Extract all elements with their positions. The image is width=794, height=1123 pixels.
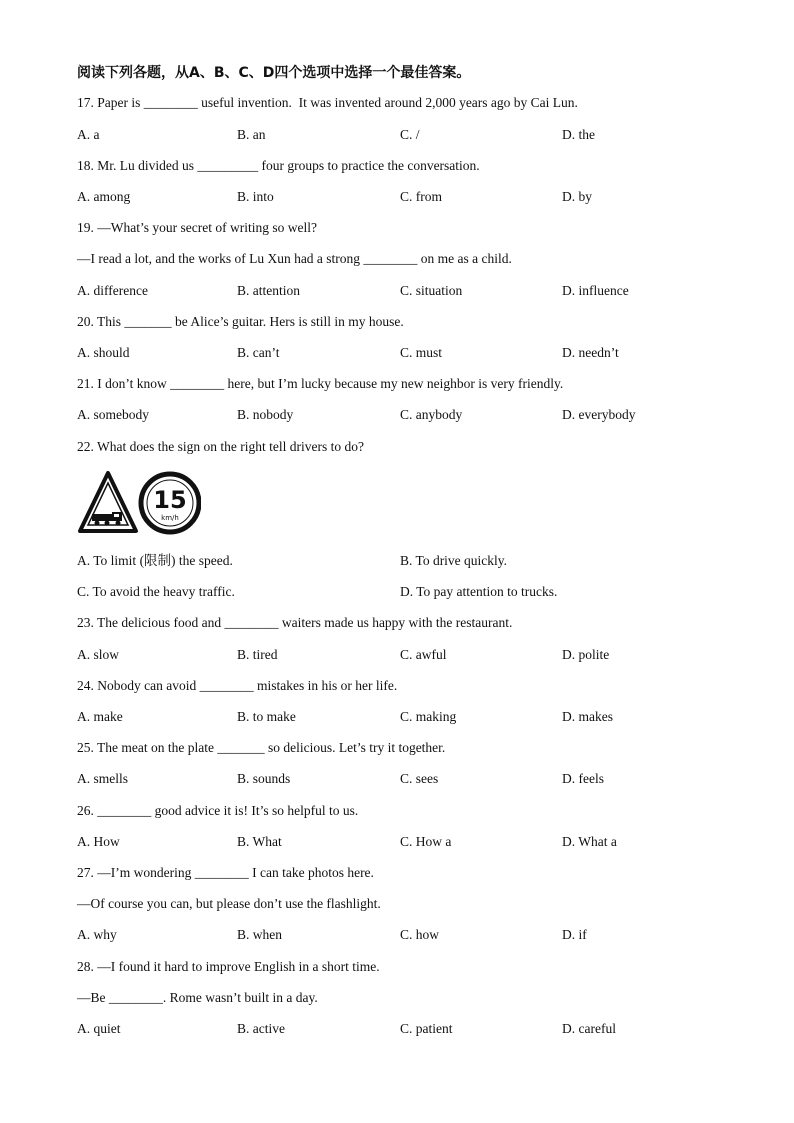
q23-option-c: C. awful — [400, 647, 447, 662]
q17-option-c: C. / — [400, 127, 420, 142]
q21-option-a: A. somebody — [77, 407, 149, 422]
q23-option-d: D. polite — [562, 647, 610, 662]
speed-limit-icon — [141, 474, 199, 532]
q25-option-b: B. sounds — [237, 771, 291, 786]
question-27-stem: 27. —I’m wondering ________ I can take photos here. — [77, 865, 374, 880]
q23-option-b: B. tired — [237, 647, 278, 662]
q18-option-a: A. among — [77, 189, 131, 204]
q27-option-c: C. how — [400, 927, 440, 942]
q26-option-c: C. How a — [400, 834, 452, 849]
q26-option-a: A. How — [77, 834, 120, 849]
question-19-stem-reply: —I read a lot, and the works of Lu Xun had a strong ________ on me as a child. — [77, 251, 512, 266]
q27-option-d: D. if — [562, 927, 587, 942]
q27-option-a: A. why — [77, 927, 117, 942]
question-17-stem: 17. Paper is ________ useful invention. It was invented around 2,000 years ago by Cai Lun. — [77, 95, 578, 110]
q19-option-b: B. attention — [237, 283, 300, 298]
speed-limit-unit: km/h — [161, 514, 179, 522]
question-22-stem: 22. What does the sign on the right tell drivers to do? — [77, 439, 364, 454]
question-25-stem: 25. The meat on the plate _______ so delicious. Let’s try it together. — [77, 740, 446, 755]
q21-option-b: B. nobody — [237, 407, 294, 422]
q24-option-a: A. make — [77, 709, 123, 724]
q17-option-d: D. the — [562, 127, 595, 142]
q19-option-d: D. influence — [562, 283, 629, 298]
q25-option-a: A. smells — [77, 771, 129, 786]
speed-limit-number: 15 — [153, 486, 187, 514]
q22-option-a: A. To limit (限制) the speed. — [77, 553, 233, 568]
q18-option-c: C. from — [400, 189, 442, 204]
q28-option-a: A. quiet — [77, 1021, 121, 1036]
q25-option-d: D. feels — [562, 771, 604, 786]
q20-option-d: D. needn’t — [562, 345, 619, 360]
q28-option-d: D. careful — [562, 1021, 616, 1036]
q18-option-b: B. into — [237, 189, 274, 204]
q24-option-c: C. making — [400, 709, 457, 724]
question-21-stem: 21. I don’t know ________ here, but I’m lucky because my new neighbor is very friendly. — [77, 376, 564, 391]
q22-option-d: D. To pay attention to trucks. — [400, 584, 558, 599]
q20-option-a: A. should — [77, 345, 130, 360]
q21-option-c: C. anybody — [400, 407, 463, 422]
q22-option-c: C. To avoid the heavy traffic. — [77, 584, 235, 599]
q27-option-b: B. when — [237, 927, 282, 942]
q28-option-c: C. patient — [400, 1021, 453, 1036]
q21-option-d: D. everybody — [562, 407, 636, 422]
question-27-stem-reply: —Of course you can, but please don’t use the flashlight. — [77, 896, 381, 911]
question-20-stem: 20. This _______ be Alice’s guitar. Hers is still in my house. — [77, 314, 404, 329]
road-sign-image — [77, 469, 201, 537]
q20-option-c: C. must — [400, 345, 443, 360]
q18-option-d: D. by — [562, 189, 592, 204]
q26-option-b: B. What — [237, 834, 282, 849]
question-26-stem: 26. ________ good advice it is! It’s so helpful to us. — [77, 803, 359, 818]
truck-warning-triangle-icon — [80, 473, 136, 531]
question-23-stem: 23. The delicious food and ________ waiters made us happy with the restaurant. — [77, 615, 513, 630]
q28-option-b: B. active — [237, 1021, 285, 1036]
question-19-stem: 19. —What’s your secret of writing so well? — [77, 220, 317, 235]
q24-option-b: B. to make — [237, 709, 296, 724]
q24-option-d: D. makes — [562, 709, 613, 724]
q25-option-c: C. sees — [400, 771, 439, 786]
q20-option-b: B. can’t — [237, 345, 280, 360]
question-28-stem-reply: —Be ________. Rome wasn’t built in a day. — [77, 990, 318, 1005]
q17-option-b: B. an — [237, 127, 266, 142]
question-28-stem: 28. —I found it hard to improve English in a short time. — [77, 959, 380, 974]
q17-option-a: A. a — [77, 127, 100, 142]
q22-option-b: B. To drive quickly. — [400, 553, 508, 568]
q26-option-d: D. What a — [562, 834, 617, 849]
q19-option-c: C. situation — [400, 283, 463, 298]
q23-option-a: A. slow — [77, 647, 120, 662]
section-instruction: 阅读下列各题，从A、B、C、D四个选项中选择一个最佳答案。 — [77, 65, 471, 81]
q19-option-a: A. difference — [77, 283, 148, 298]
question-24-stem: 24. Nobody can avoid ________ mistakes in his or her life. — [77, 678, 398, 693]
question-18-stem: 18. Mr. Lu divided us _________ four groups to practice the conversation. — [77, 158, 480, 173]
